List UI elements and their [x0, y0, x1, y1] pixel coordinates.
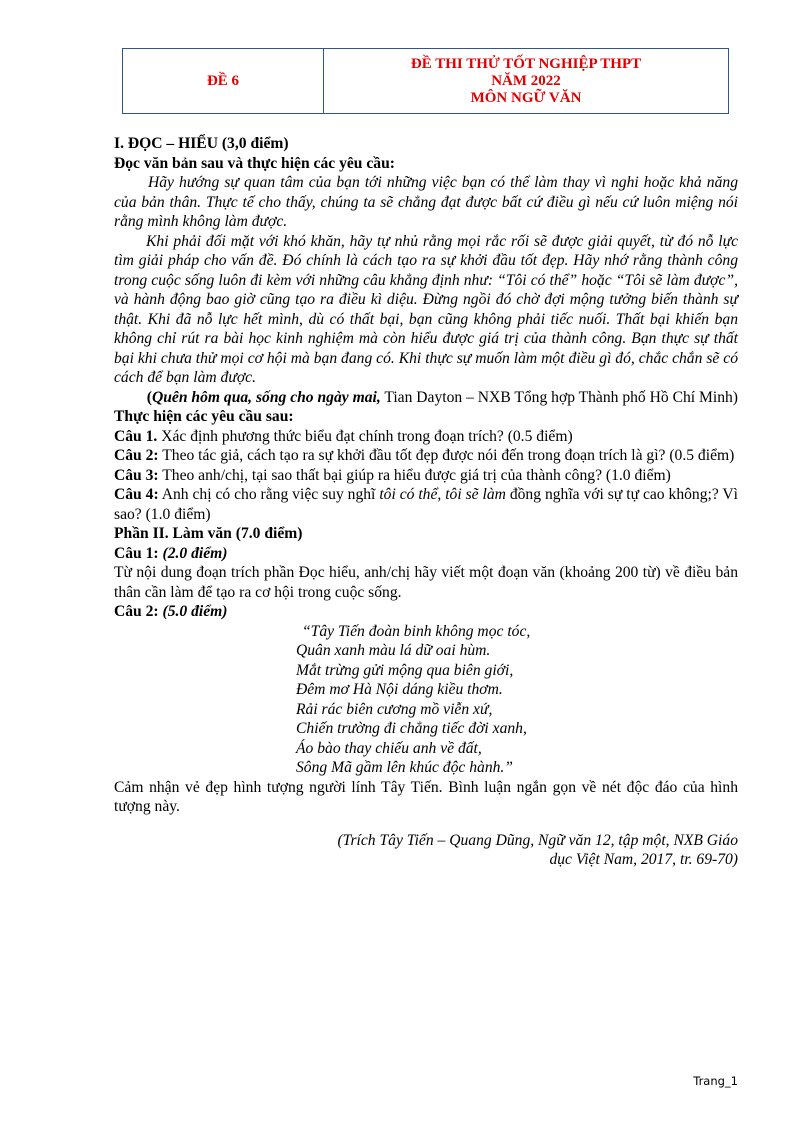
essay-2-text: Cảm nhận vẻ đẹp hình tượng người lính Tây Tiến. Bình luận ngắn gọn về nét độc đáo của hình tượng này. [114, 778, 738, 815]
part1-heading: I. ĐỌC – HIỂU (3,0 điểm) [114, 135, 289, 152]
page-number: Trang_1 [693, 1074, 738, 1088]
poem-line: Rải rác biên cương mồ viễn xứ, [296, 700, 493, 718]
exam-header-table [122, 48, 729, 114]
question-4 [114, 485, 738, 524]
exam-code: ĐỀ 6 [206, 72, 240, 89]
passage-paragraph-2: Khi phải đối mặt với khó khăn, hãy tự nhủ rằng mọi rắc rối sẽ được giải quyết, từ đó nỗ lực tìm giải pháp cho vấn đề. Đó chính là cách tạo ra sự khởi đầu tốt đẹp. Hãy nhớ rằng thành công trong cuộc sống luôn đi kèm với những câu khẳng định như: “Tôi có thể” hoặc “Tôi sẽ làm được”, và hành động bao giờ cũng tạo ra điều kì diệu. Đừng ngồi đó chờ đợi mộng tưởng biến thành sự thật. Khi đã nỗ lực hết mình, dù có thất bại, bạn cũng không phải tiếc nuối. Thất bại khiến bạn không chỉ rút ra bài học kinh nghiệm mà còn hiểu được giá trị của thành công. Bạn thực sự thất bại khi chưa thử mọi cơ hội mà bạn đang có. Khi thực sự muốn làm một điều gì đó, chắc chắn sẽ có cách để bạn làm được. [114, 232, 738, 386]
poem-citation: (Trích Tây Tiến – Quang Dũng, Ngữ văn 12, tập một, NXB Giáo dục Việt Nam, 2017, tr. 69-70) [337, 831, 738, 868]
poem-line: Đêm mơ Hà Nội dáng kiều thơm. [296, 681, 503, 698]
poem-line: Chiến trường đi chẳng tiếc đời xanh, [296, 720, 527, 737]
essay-2-label: Câu 2: [114, 603, 159, 620]
question-1-label: Câu 1. [114, 427, 158, 445]
part2-heading: Phần II. Làm văn (7.0 điểm) [114, 525, 303, 542]
question-1 [114, 427, 738, 447]
question-3-label: Câu 3: [114, 466, 159, 484]
poem-line: Áo bào thay chiếu anh về đất, [296, 739, 482, 757]
question-2 [114, 446, 738, 466]
question-1-text: Xác định phương thức biểu đạt chính trong đoạn trích? (0.5 điểm) [157, 427, 573, 445]
document-body [114, 134, 738, 870]
essay-1-label: Câu 1: [114, 544, 159, 562]
question-4-text-a: Anh chị có cho rằng việc suy nghĩ [158, 486, 380, 503]
question-3 [114, 466, 738, 486]
part1-instruction: Đọc văn bản sau và thực hiện các yêu cầu: [114, 154, 395, 172]
source-open: ( [146, 388, 152, 406]
poem-line: Mắt trừng gửi mộng qua biên giới, [296, 661, 514, 679]
exam-title-line1: ĐỀ THI THỬ TỐT NGHIỆP THPT [410, 55, 642, 72]
exam-title-line3: MÔN NGỮ VĂN [470, 89, 582, 106]
poem-line: Quân xanh màu lá dữ oai hùm. [296, 642, 491, 659]
tasks-heading: Thực hiện các yêu cầu sau: [114, 408, 294, 425]
exam-title-line2: NĂM 2022 [491, 72, 561, 89]
passage-source [114, 388, 738, 408]
essay-2 [114, 602, 738, 622]
essay-1-score: (2.0 điểm) [158, 544, 228, 562]
source-title: Quên hôm qua, sống cho ngày mai, [151, 388, 381, 406]
poem-line: “Tây Tiến đoàn binh không mọc tóc, [302, 622, 531, 640]
essay-2-score: (5.0 điểm) [158, 603, 228, 620]
essay-1 [114, 544, 738, 564]
poem-line: Sông Mã gầm lên khúc độc hành.” [296, 759, 513, 776]
poem-excerpt [114, 622, 738, 778]
question-2-label: Câu 2: [114, 447, 159, 464]
question-4-label: Câu 4: [114, 486, 159, 503]
exam-title-cell [324, 49, 728, 113]
passage-paragraph-1: Hãy hướng sự quan tâm của bạn tới những việc bạn có thể làm thay vì nghi hoặc khả năng của bản thân. Thực tế cho thấy, chúng ta sẽ chẳng đạt được bất cứ điều gì nếu cứ luôn miệng nói rằng mình không làm được. [114, 174, 738, 230]
question-2-text: Theo tác giả, cách tạo ra sự khởi đầu tốt đẹp được nói đến trong đoạn trích là gì? (0.5 điểm) [158, 447, 735, 464]
question-4-text-b: đồng nghĩa với sự tự cao không;? Vì sao? (1.0 điểm) [114, 486, 738, 523]
essay-1-text: Từ nội dung đoạn trích phần Đọc hiểu, anh/chị hãy viết một đoạn văn (khoảng 200 từ) về điều bản thân cần làm để tạo ra cơ hội trong cuộc sống. [114, 564, 738, 601]
source-rest: Tian Dayton – NXB Tổng hợp Thành phố Hồ Chí Minh) [380, 388, 738, 406]
question-4-italic: tôi có thể, tôi sẽ làm [379, 486, 506, 503]
question-3-text: Theo anh/chị, tại sao thất bại giúp ra hiểu được giá trị của thành công? (1.0 điểm) [158, 466, 671, 484]
exam-code-cell [123, 49, 324, 113]
